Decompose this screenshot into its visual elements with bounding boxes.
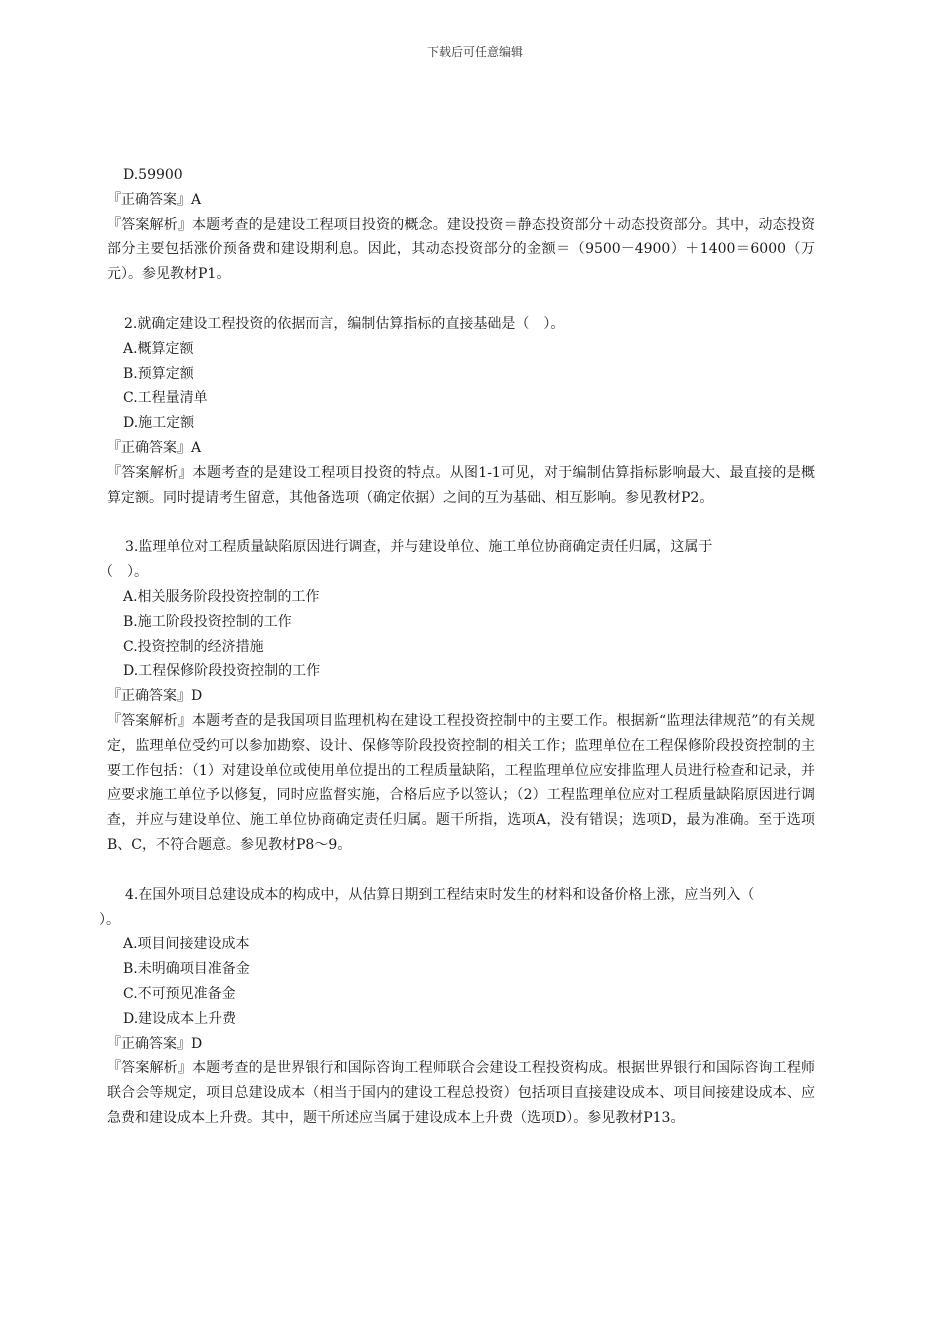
q1-answer: 『正确答案』A bbox=[107, 191, 202, 208]
question-3 bbox=[99, 535, 815, 857]
q3-option-b: B.施工阶段投资控制的工作 bbox=[123, 613, 292, 630]
q4-stem-line1: 4.在国外项目总建设成本的构成中，从估算日期到工程结束时发生的材料和设备价格上涨，应当列入（ bbox=[125, 886, 755, 903]
q3-option-a: A.相关服务阶段投资控制的工作 bbox=[123, 588, 320, 605]
q2-option-c: C.工程量清单 bbox=[123, 390, 208, 407]
q3-option-c: C.投资控制的经济措施 bbox=[123, 638, 264, 655]
q3-option-d: D.工程保修阶段投资控制的工作 bbox=[123, 663, 321, 680]
q3-explanation: 『答案解析』本题考查的是我国项目监理机构在建设工程投资控制中的主要工作。根据新“监理法律规范”的有关规定，监理单位受约可以参加勘察、设计、保修等阶段投资控制的相关工作；监理单位在工程保修阶段投资控制的主要工作包括：（1）对建设单位或使用单位提出的工程质量缺陷，工程监理单位应安排监理人员进行检查和记录，并应要求施工单位予以修复，同时应监督实施，合格后应予以签认；（2）工程监理单位应对工程质量缺陷原因进行调查，并应与建设单位、施工单位协商确定责任归属。题干所指，选项A，没有错误；选项D，最为准确。至于选项B、C，不符合题意。参见教材P8～9。 bbox=[107, 712, 815, 853]
q2-option-a: A.概算定额 bbox=[123, 340, 194, 357]
page-header: 下载后可任意编辑 bbox=[426, 45, 523, 59]
q3-stem-line2: （ ）。 bbox=[99, 564, 148, 581]
q4-stem bbox=[99, 883, 815, 933]
question-2 bbox=[107, 312, 815, 510]
q3-stem-line1: 3.监理单位对工程质量缺陷原因进行调查，并与建设单位、施工单位协商确定责任归属，这属于 bbox=[125, 539, 713, 556]
q4-option-b: B.未明确项目准备金 bbox=[123, 961, 250, 978]
q2-option-b: B.预算定额 bbox=[123, 365, 194, 382]
question-4 bbox=[99, 883, 815, 1131]
question-1-tail bbox=[107, 163, 815, 287]
q2-answer: 『正确答案』A bbox=[107, 439, 202, 456]
q1-option-d: D.59900 bbox=[123, 167, 183, 183]
q4-explanation: 『答案解析』本题考查的是世界银行和国际咨询工程师联合会建设工程投资构成。根据世界银行和国际咨询工程师联合会等规定，项目总建设成本（相当于国内的建设工程总投资）包括项目直接建设成本、项目间接建设成本、应急费和建设成本上升费。其中，题干所述应当属于建设成本上升费（选项D）。参见教材P13。 bbox=[107, 1060, 815, 1126]
q2-option-d: D.施工定额 bbox=[123, 415, 195, 432]
q4-option-c: C.不可预见准备金 bbox=[123, 985, 236, 1002]
q1-explanation: 『答案解析』本题考查的是建设工程项目投资的概念。建设投资＝静态投资部分＋动态投资部分。其中，动态投资部分主要包括涨价预备费和建设期利息。因此，其动态投资部分的金额＝（9500－4900）＋1400＝6000（万元）。参见教材P1。 bbox=[107, 216, 815, 283]
document-body bbox=[99, 163, 815, 1131]
q4-answer: 『正确答案』D bbox=[107, 1035, 203, 1052]
q4-option-a: A.项目间接建设成本 bbox=[123, 936, 250, 953]
q4-option-d: D.建设成本上升费 bbox=[123, 1010, 237, 1027]
q3-answer: 『正确答案』D bbox=[107, 688, 203, 705]
q2-explanation: 『答案解析』本题考查的是建设工程项目投资的特点。从图1-1可见，对于编制估算指标影响最大、最直接的是概算定额。同时提请考生留意，其他备选项（确定依据）之间的互为基础、相互影响。参见教材P2。 bbox=[107, 464, 815, 506]
q4-stem-line2: ）。 bbox=[99, 911, 120, 928]
q2-stem: 2.就确定建设工程投资的依据而言，编制估算指标的直接基础是（ ）。 bbox=[124, 315, 565, 332]
q3-stem bbox=[99, 535, 815, 585]
